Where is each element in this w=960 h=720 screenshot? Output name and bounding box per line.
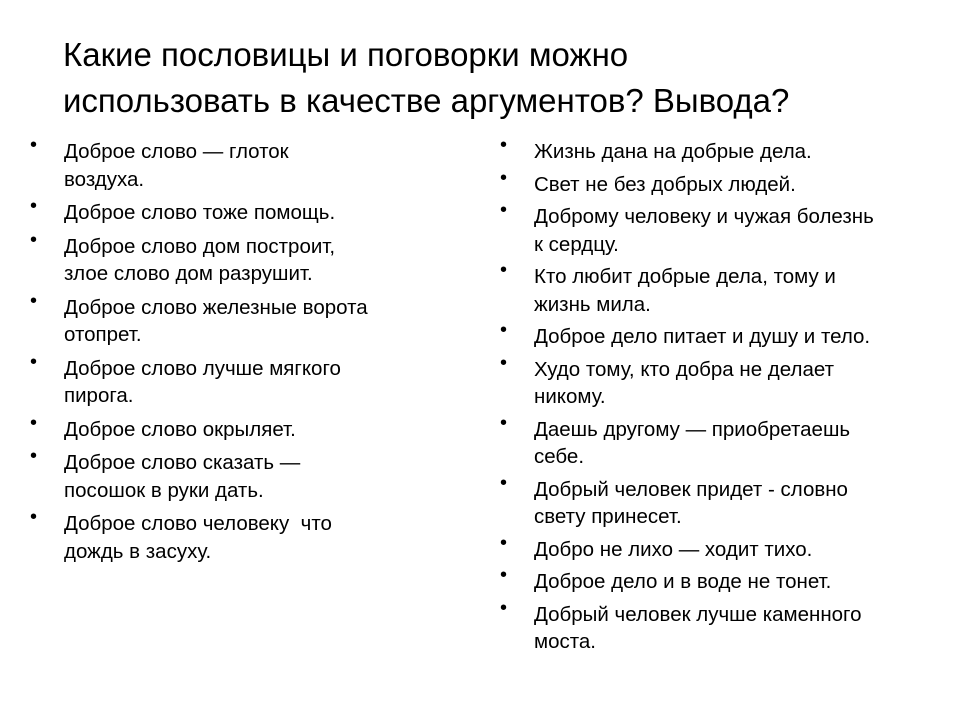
- proverb-item: [500, 259, 950, 318]
- bullet-icon: •: [500, 351, 508, 374]
- proverb-item: [30, 289, 460, 349]
- proverb-text-line: Доброе слово тоже помощь.: [64, 201, 336, 224]
- bullet-icon: •: [500, 411, 508, 434]
- proverb-item: [500, 134, 950, 166]
- proverb-text-line: Добрый человек придет - словно: [534, 477, 848, 501]
- bullet-icon: •: [500, 596, 508, 619]
- right-proverb-list: [500, 134, 950, 661]
- proverb-text-line: Доброе слово железные ворота: [64, 295, 368, 319]
- bullet-icon: •: [30, 411, 38, 434]
- bullet-icon: •: [500, 199, 508, 221]
- proverb-text-line: посошок в руки дать.: [64, 478, 264, 502]
- proverb-text-line: никому.: [534, 385, 606, 408]
- proverb-item: [500, 319, 950, 351]
- left-proverb-list: [30, 134, 460, 571]
- proverb-text-line: Жизнь дана на добрые дела.: [534, 140, 812, 163]
- proverb-item: [500, 199, 950, 258]
- bullet-icon: •: [30, 195, 38, 217]
- proverb-item: [30, 411, 460, 444]
- slide-title: [63, 32, 933, 124]
- proverb-text-line: к сердцу.: [534, 232, 619, 256]
- bullet-icon: •: [30, 350, 38, 373]
- proverb-text-line: Свет не без добрых людей.: [534, 172, 796, 196]
- proverb-text-line: Добро не лихо — ходит тихо.: [534, 537, 813, 561]
- bullet-icon: •: [500, 259, 508, 281]
- bullet-icon: •: [500, 564, 508, 586]
- title-line-2: использовать в качестве аргументов? Вывода?: [63, 82, 790, 119]
- proverb-text-line: Доброе слово дом построит,: [64, 234, 336, 258]
- proverb-item: [30, 134, 460, 193]
- bullet-icon: •: [500, 471, 508, 494]
- proverb-text-line: Доброе слово человеку что: [64, 512, 332, 535]
- proverb-text-line: моста.: [534, 630, 597, 653]
- proverb-text-line: отопрет.: [64, 323, 142, 346]
- proverb-item: [30, 195, 460, 227]
- proverb-text-line: Доброму человеку и чужая болезнь: [534, 205, 874, 228]
- proverb-text-line: Худо тому, кто добра не делает: [534, 357, 834, 381]
- bullet-icon: •: [30, 445, 38, 467]
- proverb-text-line: Даешь другому — приобретаешь: [534, 417, 851, 441]
- proverb-text-line: Доброе дело и в воде не тонет.: [534, 570, 832, 593]
- proverb-text-line: Кто любит добрые дела, тому и: [534, 265, 836, 288]
- bullet-icon: •: [500, 319, 508, 341]
- proverb-text-line: Доброе дело питает и душу и тело.: [534, 325, 871, 348]
- bullet-icon: •: [500, 531, 508, 554]
- bullet-icon: •: [30, 134, 38, 156]
- proverb-text-line: воздуха.: [64, 167, 145, 191]
- proverb-text-line: Добрый человек лучше каменного: [534, 602, 862, 626]
- proverb-item: [500, 411, 950, 471]
- proverb-text-line: жизнь мила.: [534, 292, 651, 316]
- proverb-item: [500, 564, 950, 596]
- title-line-1: Какие пословицы и поговорки можно: [63, 36, 629, 73]
- proverb-text-line: свету принесет.: [534, 505, 682, 528]
- bullet-icon: •: [500, 134, 508, 156]
- proverb-text-line: Доброе слово — глоток: [64, 140, 289, 163]
- proverb-text-line: Доброе слово лучше мягкого: [64, 356, 341, 380]
- proverb-text-line: дождь в засуху.: [64, 539, 212, 563]
- proverb-item: [500, 351, 950, 411]
- proverb-item: [30, 228, 460, 288]
- proverb-text-line: Доброе слово сказать —: [64, 451, 301, 474]
- proverb-text-line: пирога.: [64, 384, 134, 407]
- proverb-item: [500, 471, 950, 531]
- proverb-item: [500, 531, 950, 564]
- bullet-icon: •: [30, 506, 38, 528]
- proverb-text-line: себе.: [534, 445, 585, 468]
- proverb-item: [500, 596, 950, 656]
- bullet-icon: •: [30, 289, 38, 312]
- proverb-item: [30, 350, 460, 410]
- bullet-icon: •: [500, 166, 508, 189]
- proverb-item: [30, 445, 460, 504]
- bullet-icon: •: [30, 228, 38, 251]
- proverb-text-line: злое слово дом разрушит.: [64, 262, 313, 285]
- proverb-item: [500, 166, 950, 199]
- proverb-text-line: Доброе слово окрыляет.: [64, 417, 296, 441]
- proverb-item: [30, 506, 460, 565]
